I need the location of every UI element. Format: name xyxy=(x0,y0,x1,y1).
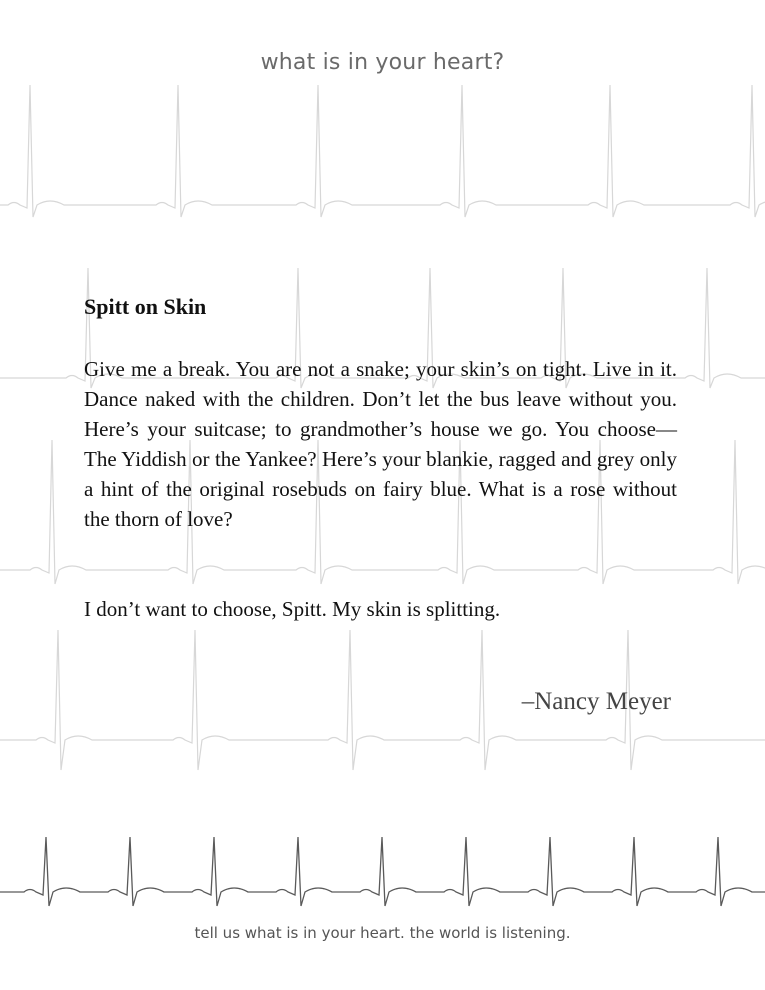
poem-author: –Nancy Meyer xyxy=(521,688,671,715)
ecg-footer-line xyxy=(0,837,765,906)
poem-title: Spitt on Skin xyxy=(84,294,207,319)
poem-stanza-2: I don’t want to choose, Spitt. My skin is splitting. xyxy=(84,597,501,621)
poem-stanza-1: Give me a break. You are not a snake; your skin’s on tight. Live in it. Dance naked with the children. Don’t let the bus leave without you. Here’s your suitcase; to grandmother’s house we go. You choose—The Yiddish or the Yankee? Here’s your blankie, ragged and grey only a hint of the original rosebuds on fairy blue. What is a rose without the thorn of love? xyxy=(84,357,677,531)
ecg-faint-line-1 xyxy=(0,85,765,217)
footer-tagline: tell us what is in your heart. the world is listening. xyxy=(194,924,571,942)
header-tagline: what is in your heart? xyxy=(260,50,505,75)
